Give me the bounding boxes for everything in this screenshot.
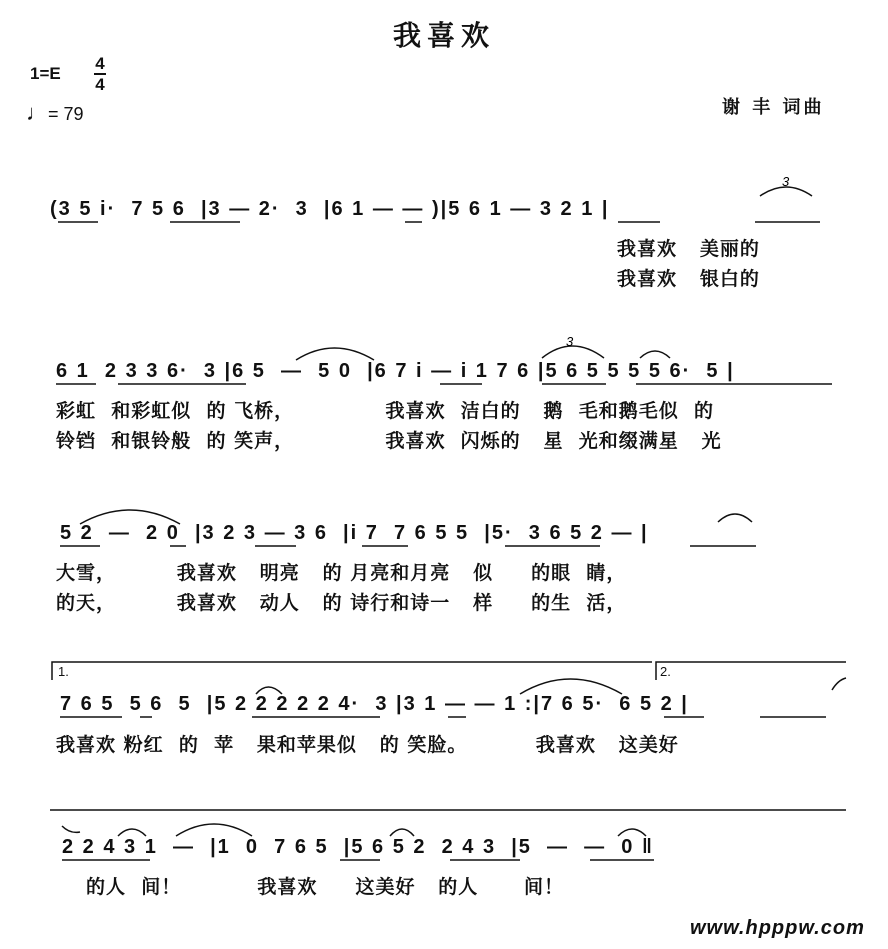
first-ending-label: 1.: [58, 664, 69, 679]
system-3-notes: 5 2 — 2 0 |3 2 3 — 3 6 |i 7 7 6 5 5 |5· 3 6 5 2 — |: [60, 522, 649, 544]
time-signature-bottom: 4: [95, 75, 105, 94]
slur-mark: [296, 348, 374, 360]
system-4-notes: 7 6 5 5 6 5 |5 2 2 2 2 2 4· 3 |3 1 — — 1 :|7 6 5· 6 5 2 |: [60, 693, 689, 715]
slur-mark: [618, 829, 646, 836]
system-3-lyrics-verse1: 大雪， 我喜欢 明亮 的 月亮和月亮 似 的眼 睛，: [56, 562, 627, 584]
quarter-note-icon: ♩: [26, 100, 48, 125]
slur-mark: [640, 351, 670, 358]
slur-mark: [256, 687, 282, 694]
system-1-lyrics-verse1: 我喜欢 美丽的: [617, 238, 760, 260]
song-title: 我喜欢: [392, 19, 495, 52]
system-2-notes: 6 1 2 3 3 6· 3 |6 5 — 5 0 |6 7 i — i 1 7 6 |5 6 5 5 5 5 6· 5 |: [56, 360, 735, 382]
slur-mark: [80, 510, 180, 524]
credit-line: 谢 丰 词曲: [722, 97, 825, 118]
system-3-lyrics-verse2: 的天， 我喜欢 动人 的 诗行和诗一 样 的生 活，: [56, 592, 627, 614]
system-2-lyrics-verse1: 彩虹 和彩虹似 的 飞桥， 我喜欢 洁白的 鹅 毛和鹅毛似 的: [56, 400, 714, 422]
slur-mark: [832, 678, 846, 690]
slur-mark: [176, 824, 252, 836]
second-ending-label: 2.: [660, 664, 671, 679]
second-ending-bracket: [656, 662, 846, 680]
slur-mark: [520, 679, 622, 694]
system-4-lyrics-verse1: 我喜欢 粉红 的 苹 果和苹果似 的 笑脸。 我喜欢 这美好: [56, 734, 679, 756]
slur-mark: [390, 829, 414, 836]
system-5-lyrics-verse1: 的人 间！ 我喜欢 这美好 的人 间！: [86, 876, 564, 898]
first-ending-bracket: [52, 662, 652, 680]
system-5-notes: 2 2 4 3 1 — |1 0 7 6 5 |5 6 5 2 2 4 3 |5 — — 0 ‖: [62, 836, 654, 858]
slur-mark: [118, 829, 146, 836]
slur-mark: [718, 514, 752, 522]
tempo-value: = 79: [48, 104, 84, 124]
system-2-lyrics-verse2: 铃铛 和银铃般 的 笑声， 我喜欢 闪烁的 星 光和缀满星 光: [56, 430, 722, 452]
footer-url: www.hpppw.com: [690, 917, 865, 939]
system-1-notes: (3 5 i· 7 5 6 |3 — 2· 3 |6 1 — — )|5 6 1 — 3 2 1 |: [50, 198, 610, 220]
slur-mark: [62, 826, 80, 832]
triplet-mark: 3: [566, 334, 574, 349]
triplet-mark: 3: [782, 174, 790, 189]
key-signature: 1=E: [30, 64, 61, 83]
time-signature-top: 4: [95, 54, 105, 73]
system-1-lyrics-verse2: 我喜欢 银白的: [617, 268, 760, 290]
